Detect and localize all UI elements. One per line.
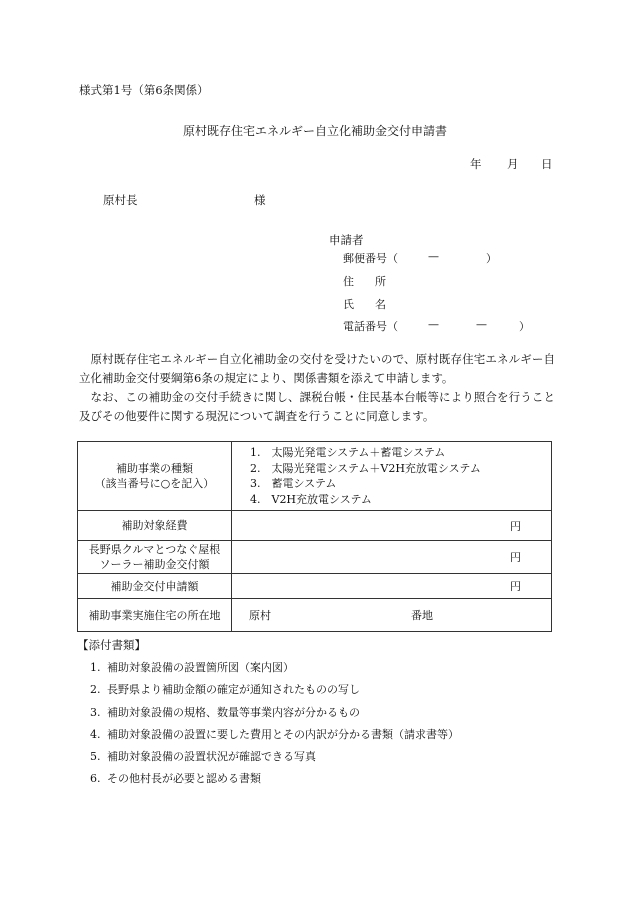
eligible-cost-label: 補助対象経費 bbox=[78, 511, 232, 541]
attachments-heading: 【添付書類】 bbox=[77, 638, 146, 652]
location-village: 原村 bbox=[249, 609, 271, 622]
prefecture-subsidy-label-line-1: 長野県クルマとつなぐ屋根 bbox=[88, 543, 221, 556]
application-table bbox=[77, 441, 552, 632]
body-text bbox=[79, 350, 555, 426]
postal-code-close: ） bbox=[486, 252, 497, 265]
prefecture-subsidy-input[interactable] bbox=[232, 541, 552, 574]
body-paragraph-1: 原村既存住宅エネルギー自立化補助金の交付を受けたいので、原村既存住宅エネルギー自立化補助金交付要綱第6条の規定により、関係書類を添えて申請します。 bbox=[79, 352, 555, 385]
postal-code-dash: — bbox=[428, 250, 439, 263]
subsidy-type-label-line-2: （該当番号に○を記入） bbox=[94, 477, 215, 490]
subsidy-type-options[interactable] bbox=[232, 442, 552, 511]
attachment-item: 5. 補助対象設備の設置状況が確認できる写真 bbox=[90, 750, 316, 764]
location-input[interactable] bbox=[232, 599, 552, 632]
phone-dash-1: — bbox=[428, 318, 439, 331]
table-row-location bbox=[78, 599, 552, 632]
postal-code-label: 郵便番号（ bbox=[343, 252, 398, 265]
prefecture-subsidy-label-line-2: ソーラー補助金交付額 bbox=[99, 558, 210, 571]
eligible-cost-unit: 円 bbox=[510, 519, 521, 533]
date-day-label: 日 bbox=[541, 157, 553, 171]
attachment-item: 4. 補助対象設備の設置に要した費用とその内訳が分かる書類（請求書等） bbox=[90, 727, 459, 741]
subsidy-type-option-2[interactable]: 2. 太陽光発電システム＋V2H充放電システム bbox=[250, 461, 481, 475]
attachment-item: 3. 補助対象設備の規格、数量等事業内容が分かるもの bbox=[90, 705, 360, 719]
phone-dash-2: — bbox=[476, 318, 487, 331]
address-field bbox=[343, 273, 386, 289]
location-banchi: 番地 bbox=[411, 609, 433, 622]
requested-amount-input[interactable] bbox=[232, 574, 552, 599]
prefecture-subsidy-label bbox=[78, 541, 232, 574]
attachment-item: 1. 補助対象設備の設置箇所図（案内図） bbox=[90, 661, 294, 674]
requested-amount-label: 補助金交付申請額 bbox=[78, 574, 232, 599]
requested-amount-unit: 円 bbox=[510, 580, 521, 593]
table-row-prefecture-subsidy bbox=[78, 541, 552, 574]
table-row-eligible-cost bbox=[78, 511, 552, 541]
body-paragraph-2: なお、この補助金の交付手続きに関し、課税台帳・住民基本台帳等により照合を行うこと及びその他要件に関する現況について調査を行うことに同意します。 bbox=[79, 390, 555, 423]
table-row-subsidy-type bbox=[78, 442, 552, 511]
table-row-requested-amount bbox=[78, 574, 552, 599]
subsidy-type-option-1[interactable]: 1. 太陽光発電システム＋蓄電システム bbox=[250, 446, 446, 459]
postal-code-field bbox=[343, 250, 497, 266]
subsidy-type-option-list bbox=[232, 442, 551, 510]
subsidy-type-label bbox=[78, 442, 232, 511]
attachments-list bbox=[90, 657, 459, 791]
document-title: 原村既存住宅エネルギー自立化補助金交付申請書 bbox=[182, 124, 447, 138]
address-label-1: 住 bbox=[343, 275, 354, 288]
name-label-2: 名 bbox=[375, 298, 386, 311]
attachment-item: 6. その他村長が必要と認める書類 bbox=[90, 772, 261, 786]
form-number: 様式第1号（第6条関係） bbox=[79, 83, 209, 97]
name-label-1: 氏 bbox=[343, 298, 354, 311]
eligible-cost-input[interactable] bbox=[232, 511, 552, 541]
phone-close: ） bbox=[519, 320, 530, 333]
prefecture-subsidy-unit: 円 bbox=[510, 551, 521, 564]
phone-field bbox=[343, 318, 530, 334]
attachment-item: 2. 長野県より補助金額の確定が通知されたものの写し bbox=[90, 683, 360, 697]
phone-label: 電話番号（ bbox=[343, 320, 398, 333]
subsidy-type-option-3[interactable]: 3. 蓄電システム bbox=[250, 477, 337, 490]
address-label-2: 所 bbox=[375, 275, 386, 288]
applicant-label: 申請者 bbox=[329, 233, 364, 247]
date-month-label: 月 bbox=[507, 157, 519, 171]
addressee-honorific: 様 bbox=[254, 193, 266, 207]
addressee-name: 原村長 bbox=[103, 193, 138, 207]
subsidy-type-option-4[interactable]: 4. V2H充放電システム bbox=[250, 492, 372, 506]
location-label: 補助事業実施住宅の所在地 bbox=[78, 599, 232, 632]
subsidy-type-label-line-1: 補助事業の種類 bbox=[116, 462, 193, 475]
name-field bbox=[343, 296, 386, 312]
date-year-label: 年 bbox=[470, 157, 482, 171]
